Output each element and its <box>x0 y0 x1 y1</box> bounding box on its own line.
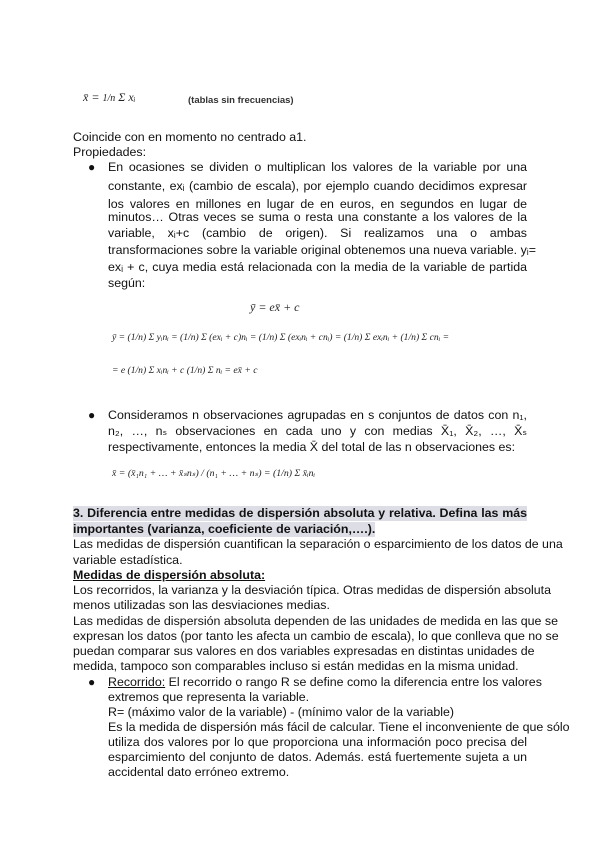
bullet1-line: minutos… Otras veces se suma o resta una constante a los valores de la <box>108 210 527 224</box>
formula-grouped-mean: x̄ = (x̄₁n₁ + … + x̄ₛnₛ) / (n₁ + … + nₛ) = (1/n) Σ x̄ᵢnᵢ <box>112 468 316 479</box>
bullet3-text: El recorrido o rango R se define como la diferencia entre los valores <box>165 675 542 689</box>
section-heading: importantes (varianza, coeficiente de variación,….). <box>73 522 376 536</box>
bullet1-line: según: <box>108 276 146 290</box>
bullet-dot: ● <box>88 160 96 174</box>
bullet2-line: respectivamente, entonces la media X̄ del total de las n observaciones es: <box>108 440 516 454</box>
paragraph-line: puedan comparar sus valores en dos variables expresadas en distintas unidades de <box>73 644 535 658</box>
bullet1-line: En ocasiones se dividen o multiplican los valores de la variable por una <box>108 160 527 174</box>
paragraph-propiedades: Propiedades: <box>73 145 147 159</box>
bullet1-line: exᵢ + c, cuya media está relacionada con la media de la variable de partida <box>108 260 527 274</box>
paragraph-coincide: Coincide con en momento no centrado a1. <box>73 130 307 144</box>
bullet1-line: los valores en millones en lugar de en euros, en segundos en lugar de <box>108 197 527 211</box>
bullet2-line: Consideramos n observaciones agrupadas en s conjuntos de datos con n₁, <box>108 408 527 422</box>
formula-note: (tablas sin frecuencias) <box>188 95 294 106</box>
paragraph-line: Las medidas de dispersión cuantifican la separación o esparcimiento de los datos de una <box>73 537 563 551</box>
bullet1-line: constante, exᵢ (cambio de escala), por ejemplo cuando decidimos expresar <box>108 179 527 193</box>
section-heading: 3. Diferencia entre medidas de dispersión absoluta y relativa. Defina las más <box>73 506 527 520</box>
paragraph-line: menos utilizadas son las desviaciones medias. <box>73 598 330 612</box>
bullet-dot: ● <box>88 675 96 689</box>
paragraph-line: variable estadística. <box>73 553 183 567</box>
formula-mean-top <box>83 90 136 105</box>
bullet3-line: Es la medida de dispersión más fácil de calcular. Tiene el inconveniente de que sólo <box>108 720 570 734</box>
formula-frac: 1/n <box>102 93 116 104</box>
bullet-dot: ● <box>88 408 96 422</box>
bullet3-line: utiliza dos valores por lo que proporciona una información poco precisa del <box>108 735 527 749</box>
formula-derivation-2: = e (1/n) Σ xᵢnᵢ + c (1/n) Σ nᵢ = ex̄ + c <box>112 365 258 376</box>
subheading-absolute: Medidas de dispersión absoluta: <box>73 568 266 582</box>
formula-derivation-1: ȳ = (1/n) Σ yᵢnᵢ = (1/n) Σ (exᵢ + c)nᵢ = (1/n) Σ (exᵢnᵢ + cnᵢ) = (1/n) Σ exᵢnᵢ + (1/n) Σ cnᵢ = <box>112 332 450 343</box>
bullet3-line-first <box>108 675 542 690</box>
bullet1-line: transformaciones sobre la variable original obtenemos una nueva variable. yᵢ= <box>108 243 536 257</box>
recorrido-label: Recorrido: <box>108 675 166 689</box>
paragraph-line: Los recorridos, la varianza y la desviación típica. Otras medidas de dispersión absoluta <box>73 583 551 597</box>
bullet1-line: variable, xᵢ+c (cambio de origen). Si realizamos una o ambas <box>108 226 527 240</box>
paragraph-line: expresan los datos (por tanto les afecta un cambio de escala), lo que conlleva que no se <box>73 629 559 643</box>
bullet3-line: R= (máximo valor de la variable) - (mínimo valor de la variable) <box>108 705 455 719</box>
formula-sum: Σ xᵢ <box>118 90 136 104</box>
bullet2-line: n₂, …, nₛ observaciones en cada uno y con medias X̄₁, X̄₂, …, X̄ₛ <box>108 424 527 438</box>
paragraph-line: Las medidas de dispersión absoluta dependen de las unidades de medida en las que se <box>73 614 558 628</box>
formula-y-mean: ȳ = ex̄ + c <box>250 300 300 314</box>
bullet3-line: esparcimiento del conjunto de datos. Además. está fuertemente sujeta a un <box>108 750 527 764</box>
bullet3-line: accidental dato erróneo extremo. <box>108 765 290 779</box>
paragraph-line: medida, tampoco son comparables incluso si están medidas en la misma unidad. <box>73 659 519 673</box>
formula-lhs: x̄ = <box>83 90 103 104</box>
bullet3-line: extremos que representa la variable. <box>108 690 310 704</box>
